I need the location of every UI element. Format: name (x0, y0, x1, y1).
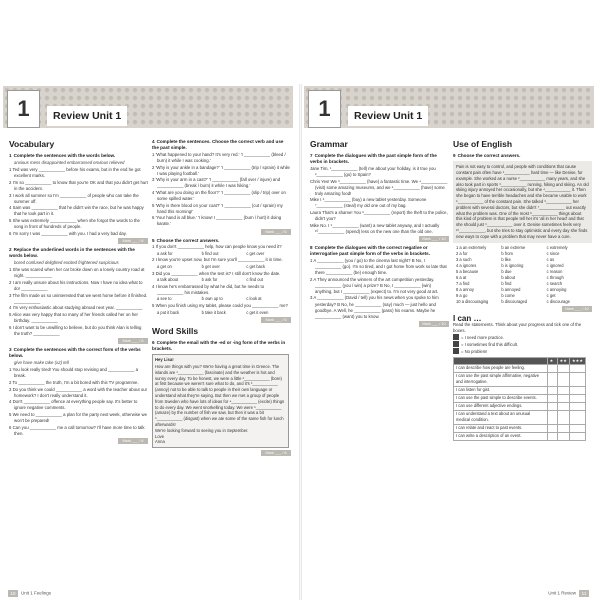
header-star-2: ★★ (557, 357, 569, 364)
exercise-item: 1 She was scared when her car broke down on a lonely country road at night. ___________ (9, 267, 145, 279)
exercise-item: Mike No. I ⁹___________ (want) a new tablet anyway, and I actually ¹⁰___________ (spend) less on the new one than the old one. (310, 222, 440, 234)
answer-option[interactable]: b like (501, 256, 511, 262)
question-text: 1 If you don't ___________ help, how can people know you need it? (152, 244, 282, 250)
exercise-item: Laura That's a shame! You ⁸___________ (report) the theft to the police, didn't you? (310, 210, 448, 222)
exercise-item: 3 I work all summer so I'm ___________ of people who can take the summer off. (9, 192, 139, 204)
footer-label: Unit 1 Review (548, 590, 576, 596)
exercise-item: 5 Alice was very happy that so many of her friends called her on her birthday. ___________ (9, 311, 138, 324)
exercise-1-items (9, 167, 148, 237)
email-body: How are things with you? We're having a great time in Greece. The islands are ¹___________ (fascinate) and the weather is hot and sunny every day. To be honest, we were a little ²___________ (bore) at first because we weren't sure what to do, and it's ³___________ (annoy) not to be able to talk to people in their own language or understand what they're saying. But then we met a group of people from Sweden who have lots of ideas for ⁴___________ (excite) things to do every day. We went snorkelling today. We were ⁵___________ (amaze) by the number of fish we saw, but then it was a bit ⁶___________ (disgust) when we ate some of the same fish for lunch afterwards! (155, 363, 285, 427)
i-can-row (454, 364, 586, 372)
i-can-statement: I can write a description of an event. (454, 432, 548, 440)
answer-option[interactable]: b is ignoring (501, 262, 524, 268)
answer-option[interactable]: 8 a annoy (456, 286, 474, 292)
level-label: = I need more practice. (461, 334, 504, 340)
i-can-statement: I can use different adjective endings. (454, 402, 548, 410)
question-text: 3 Did you ___________ when the test is? I still don't know the date. (152, 270, 281, 276)
level-label: = I sometimes find this difficult. (461, 341, 519, 347)
left-footer (3, 588, 293, 598)
answer-option[interactable]: c through (546, 274, 564, 280)
answer-option[interactable]: b take it back (201, 309, 226, 315)
section-heading-word-skills: Word Skills (152, 325, 199, 336)
answer-option[interactable]: b from (501, 250, 513, 256)
exercise-item: 4 I'm very enthusiastic about studying abroad next year. ___________ (9, 305, 143, 311)
exercise-3-title: 3 Complete the sentences with the correct form of the verbs below. (9, 346, 141, 359)
mark-box: Mark ___ / 6 (118, 438, 148, 444)
mark-box: Mark ___ / 6 (118, 238, 148, 244)
header-cell (454, 357, 548, 364)
question-text: 2 I know you're upset now, but I'm sure you'll ___________ it in time. (152, 257, 283, 263)
answer-option[interactable]: a get on (157, 264, 172, 270)
page-gutter (299, 84, 302, 600)
answer-option[interactable]: 10 a discouraging (456, 298, 489, 304)
answer-option[interactable]: 2 a for (456, 250, 468, 256)
i-can-statement: I can use the past simple to describe events. (454, 394, 548, 402)
answer-option[interactable]: b about (501, 274, 515, 280)
answer-option[interactable]: 9 a go (456, 292, 468, 298)
answer-option[interactable]: c annoying (546, 286, 567, 292)
answer-options (157, 251, 291, 257)
exercise-item: 6 'Your hand is all blue.' 'I know! I ___________ (burn / hurt) it doing karate.' (152, 215, 282, 227)
exercise-item: 2 'Why is your ankle in a bandage?' 'I ___________ (trip / sprain) it while I was playing football.' (152, 164, 290, 176)
answer-option[interactable]: 1 a an extremely (456, 244, 487, 250)
star-icon (453, 341, 459, 347)
answer-option[interactable]: c search (546, 280, 563, 286)
exercise-9-title: 9 Choose the correct answers. (453, 153, 521, 158)
answer-option[interactable]: b ask for (201, 277, 218, 283)
tick-box[interactable] (547, 402, 557, 410)
tick-box[interactable] (569, 432, 585, 440)
i-can-statement: I can relate and react to past events. (454, 424, 548, 432)
answer-option[interactable]: c find out (246, 277, 263, 283)
answer-options (157, 277, 291, 283)
page-number: 11 (579, 590, 589, 597)
option-row (456, 299, 592, 305)
exercise-5-items (152, 244, 291, 316)
answer-options (157, 310, 291, 316)
i-can-row (454, 386, 586, 394)
star-icon (453, 348, 459, 354)
answer-option[interactable]: a ask for (157, 250, 173, 256)
answer-option[interactable]: a see to (157, 296, 172, 302)
exercise-item: 1 'What happened to your hand? It's very red.' 'I ___________ (bleed / burn) it while I was cooking.' (152, 151, 286, 163)
i-can-table (453, 357, 586, 441)
mark-box: Mark ___ / 10 (419, 321, 449, 327)
page-number: 10 (8, 590, 18, 597)
left-column-2 (152, 136, 291, 588)
exercise-item: 2 I am really unsure about his instructions. Now I have no idea what to do! ___________ (9, 280, 143, 292)
answer-option[interactable]: b an extreme (501, 244, 526, 250)
exercise-item: 6 I don't want to be unwilling to believe, but do you think Alan is telling the truth? ___________ (9, 324, 142, 336)
exercise-item: 3 A ___________ (David / tell) you his news when you spoke to him yesterday? B No, he ___________ (say) much — just hello and goodbye. A Well, he ___________ (pass) his exams. Maybe he ___________ (want) you to know. (310, 295, 439, 319)
word-list: anxious mess disappointed embarrassed envious relieved (14, 160, 125, 166)
right-column-1 (310, 136, 449, 588)
answer-option[interactable]: b discouraged (501, 298, 528, 304)
email-box (152, 354, 289, 448)
right-banner (304, 86, 594, 128)
reading-text: Pain is not easy to control, and people with conditions that cause constant pain often have ¹___________ hard time — like Denise, for example. She worked as a nurse ²___________ many years, and she also took part in sports ³___________ running, hiking and skiing. An old skiing injury annoyed her occasionally, but she ⁴___________ it. Then she began to have terrible headaches and she became unable to work ⁵___________ of the constant pain. She talked ⁶___________ her problem with several doctors, but she didn't ⁷___________ out exactly what the problem was. One of the most ⁸___________ things about this kind of problem is that people tell her it's 'all in her head' and that she should just ⁹___________ over it. Denise sometimes feels very ¹⁰___________, but she tries to stay optimistic and every day she finds new ways to cope with a problem that may never have a cure. (453, 161, 592, 242)
left-column-1 (9, 136, 148, 588)
exercise-9-options (453, 245, 592, 305)
i-can-title: I can … (453, 313, 482, 323)
section-heading-use-of-english: Use of English (453, 139, 513, 149)
star-icon (453, 334, 459, 340)
answer-option[interactable]: b find (501, 280, 512, 286)
word-list: give have make take (x2) tell (14, 360, 69, 366)
answer-option[interactable]: 3 a such (456, 256, 472, 262)
tick-box[interactable] (547, 372, 557, 386)
tick-box[interactable] (569, 394, 585, 402)
mark-box: Mark ___ / 10 (562, 306, 592, 312)
answer-option[interactable]: c get back (246, 264, 265, 270)
right-page (304, 86, 594, 598)
exercise-item: 1 Ted was very ___________ before his exams, but in the end he got excellent marks. (9, 167, 141, 179)
answer-option[interactable]: b find out (201, 250, 219, 256)
section-heading-grammar: Grammar (310, 139, 348, 149)
level-item (453, 334, 592, 341)
level-label: = No problem! (461, 348, 488, 354)
unit-number: 1 (7, 90, 40, 128)
answer-option[interactable]: b come (501, 292, 515, 298)
mark-box: Mark ___ / 6 (261, 229, 291, 235)
exercise-item: 4 Don't ___________ offence at everything people say. It's better to ignore negative comments. (9, 399, 138, 411)
exercise-item: 5 She was extremely ___________ when she forgot the words to the song in front of hundreds of people. (9, 218, 140, 230)
exercise-item: 2 A They announced the winners of the art competition yesterday. ___________ (you / win) a prize? B No, I ___________ (win) anything, but I ___________ (expect) to. I'm not very good at art. (310, 276, 439, 294)
unit-number: 1 (308, 90, 341, 128)
mark-box: Mark ___ / 6 (118, 338, 148, 344)
exercise-item: 3 'Why is your arm in a cast?' 'I ___________ (fall over / injure) and ___________ (break / burn) it while I was hiking.' (152, 177, 281, 189)
level-item (453, 348, 592, 355)
tick-box[interactable] (557, 432, 569, 440)
exercise-item: Mike I ⁶___________ (buy) a new tablet yesterday. Someone ⁷___________ (steal) my old one out of my bag. (310, 197, 427, 209)
exercise-item: 2 To ___________ the truth, I'm a bit bored with this TV programme. (9, 380, 139, 386)
right-column-2 (453, 136, 592, 588)
section-heading-vocabulary: Vocabulary (9, 139, 55, 149)
exercise-1-title: 1 Complete the sentences with the words below. (9, 153, 116, 158)
email-close: We're looking forward to seeing you in September. (155, 427, 249, 433)
answer-option[interactable]: c get (546, 292, 556, 298)
answer-option[interactable]: c since (546, 250, 560, 256)
exercise-4-items (152, 152, 291, 228)
tick-box[interactable] (557, 394, 569, 402)
tick-box[interactable] (547, 424, 557, 432)
exercise-5-title: 5 Choose the correct answers. (152, 237, 220, 243)
i-can-statement: I can listen for gist. (454, 386, 548, 394)
level-key (453, 334, 592, 355)
answer-option[interactable]: c look at (246, 296, 262, 302)
answer-option[interactable]: b due (501, 268, 512, 274)
answer-option[interactable]: b annoyed (501, 286, 521, 292)
word-list: bored confused delighted excited frightened suspicious (14, 260, 119, 266)
mark-box: Mark ___ / 6 (261, 450, 291, 456)
answer-option[interactable]: b own up to (201, 296, 223, 302)
exercise-item: 5 We need to ___________ a plan for the party next week, otherwise we won't be prepared! (9, 412, 147, 424)
exercise-item: 3 The film made us so uninterested that we went home before it finished. ___________ (9, 292, 148, 304)
tick-box[interactable] (569, 386, 585, 394)
tick-box[interactable] (547, 394, 557, 402)
exercise-item: 6 I'm sorry I was ___________ with you. I had a very bad day. (9, 230, 127, 236)
footer-label: Unit 1 Feelings (21, 590, 52, 596)
tick-box[interactable] (569, 402, 585, 410)
review-title: Review Unit 1 (47, 106, 127, 126)
tick-box[interactable] (557, 424, 569, 432)
exercise-item: 5 'Why is there blood on your coat?' 'I ___________ (cut / sprain) my hand this morning!' (152, 202, 283, 214)
review-title: Review Unit 1 (348, 106, 428, 126)
exercise-7-title: 7 Complete the dialogues with the past simple form of the verbs in brackets. (310, 153, 437, 165)
i-can-statement: I can use the past simple affirmative, negative and interrogative. (454, 372, 548, 386)
exercise-item: 2 I'm so ___________ to know that you're OK and that you didn't get hurt in the accident. (9, 179, 148, 192)
tick-box[interactable] (569, 410, 585, 424)
answer-option[interactable]: a talk about (157, 277, 179, 283)
tick-box[interactable] (557, 410, 569, 424)
exercise-item: Chris Yes! We ³___________ (have) a fantastic time. We ⁴___________ (visit) some amazing museums, and we ⁵___________ (have) some truly amazing food! (310, 178, 448, 196)
answer-option[interactable]: c discourage (546, 298, 570, 304)
i-can-statement: I can understand a text about an unusual medical condition. (454, 410, 548, 424)
tick-box[interactable] (569, 424, 585, 432)
answer-option[interactable]: 5 a because (456, 268, 479, 274)
exercise-item: 4 Sam was ___________ that he didn't win the race, but he was happy that he took part in it. (9, 205, 144, 217)
left-banner (3, 86, 293, 128)
answer-option[interactable]: 7 a find (456, 280, 470, 286)
i-can-row (454, 410, 586, 424)
tick-box[interactable] (547, 364, 557, 372)
i-can-row (454, 424, 586, 432)
tick-box[interactable] (569, 364, 585, 372)
question-text: 5 When you finish using my tablet, please could you ___________ me? (152, 303, 288, 309)
question-text: 4 I know he's embarrassed by what he did, but he needs to ___________ his mistakes. (152, 283, 265, 295)
i-can-row (454, 394, 586, 402)
right-footer (304, 588, 594, 598)
exercise-3-items (9, 367, 148, 437)
tick-box[interactable] (557, 364, 569, 372)
answer-option[interactable]: c ignored (546, 262, 564, 268)
exercise-item: Jane Tim, ¹___________ (tell) me about your holiday, is it true you ²___________ (go) to Spain? (310, 165, 436, 177)
tick-box[interactable] (547, 410, 557, 424)
exercise-8-items (310, 258, 449, 320)
tick-box[interactable] (557, 386, 569, 394)
header-star-3: ★★★ (569, 357, 585, 364)
left-page (3, 86, 293, 598)
answer-option[interactable]: c get over (246, 250, 265, 256)
answer-option[interactable]: c reason (546, 268, 563, 274)
i-can-statement: I can describe how people are feeling. (454, 364, 548, 372)
exercise-item: 3 Do you think we could ___________ a word with the teacher about our homework? I don't really understand it. (9, 386, 148, 398)
email-sign-2: Anna (155, 439, 165, 445)
answer-option[interactable]: c as (546, 256, 555, 262)
answer-options (157, 296, 291, 302)
email-sign-1: Love (155, 433, 165, 439)
i-can-intro: Read the statements. Think about your progress and tick one of the boxes. (453, 321, 582, 333)
exercise-item: 4 'What are you doing on the floor?' 'I ___________ (slip / trip) over on some spilled water.' (152, 189, 286, 202)
tick-box[interactable] (547, 432, 557, 440)
i-can-row (454, 402, 586, 410)
answer-option[interactable]: b get over (201, 264, 220, 270)
exercise-2-items (9, 267, 148, 337)
i-can-row (454, 432, 586, 440)
exercise-item: 6 Can you ___________ me a call tomorrow? I'll have more time to talk then. (9, 424, 145, 436)
tick-box[interactable] (557, 402, 569, 410)
answer-option[interactable]: 6 a at (456, 274, 467, 280)
email-greeting: Hey Lisa! (155, 357, 174, 363)
i-can-row (454, 372, 586, 386)
level-item (453, 341, 592, 348)
exercise-8-title: 8 Complete the dialogues with the correct negative or interrogative past simple form of the verbs in brackets. (310, 244, 430, 257)
exercise-item: 1 A ___________ (you / go) to the cinema last night? B No, I ___________ (go). I'm so tired, and I got home from work so late that there ___________ (be) enough time. (310, 257, 447, 276)
mark-box: Mark ___ / 10 (419, 236, 449, 242)
mark-box: Mark ___ / 5 (261, 317, 291, 323)
exercise-6-title: 6 Complete the email with the -ed or -ing form of the verbs in brackets. (152, 339, 286, 351)
tick-box[interactable] (557, 372, 569, 386)
exercise-4-title: 4 Complete the sentences. Choose the correct verb and use the past simple. (152, 139, 284, 151)
exercise-item: 1 You look really tired! You should stop revising and ___________ a break. (9, 367, 139, 379)
answer-option[interactable]: a put it back (157, 309, 180, 315)
answer-option[interactable]: 4 a ignores (456, 262, 477, 268)
exercise-7-items (310, 166, 449, 235)
tick-box[interactable] (547, 386, 557, 394)
answer-options (157, 264, 291, 270)
tick-box[interactable] (569, 372, 585, 386)
header-star-1: ★ (547, 357, 557, 364)
exercise-2-title: 2 Replace the underlined words in the sentences with the words below. (9, 246, 135, 259)
answer-option[interactable]: c extremely (546, 244, 568, 250)
answer-option[interactable]: c get it even (246, 309, 269, 315)
